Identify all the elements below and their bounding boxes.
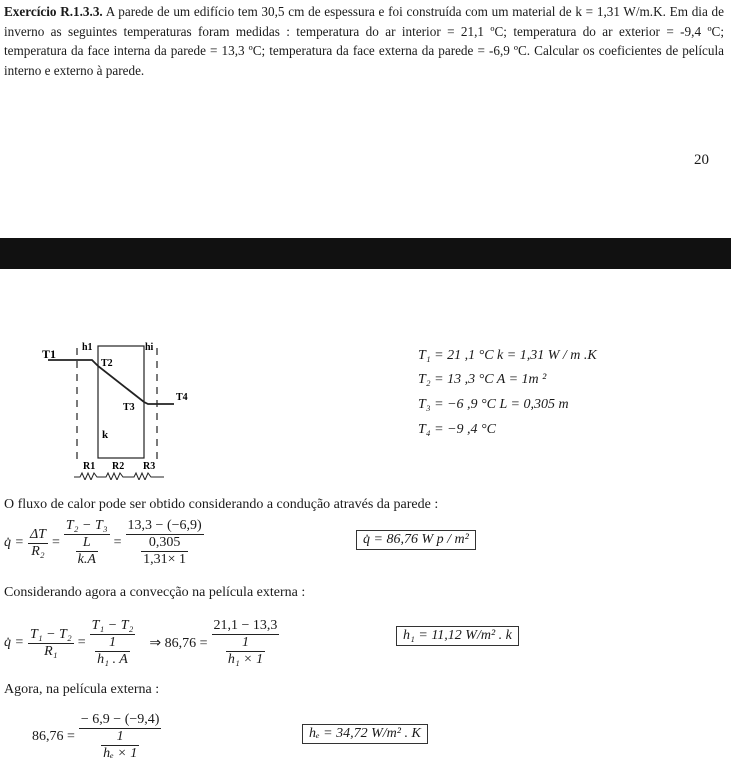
exercise-text: A parede de um edifício tem 30,5 cm de espessura e foi construída com um material de k = 1,31 W/m.K. Em dia de inverno as seguintes temperaturas foram medidas : temperatura do ar interior = 21,1 ºC; temperatura do ar exterior = -9,4 ºC; temperatura da face interna da parede = 13,3 ºC; temperatura da face externa da parede = -6,9 ºC. Calcular os coeficientes de película interno e externo à parede.	[4, 4, 724, 78]
eq2-implies: ⇒ 86,76 =	[149, 635, 208, 651]
result-heat-flux: q̇ = 86,76 W p / m²	[356, 530, 476, 550]
eq1-lhs: q̇ =	[4, 535, 24, 550]
text-conduction: O fluxo de calor pode ser obtido considerando a condução através da parede :	[4, 497, 439, 512]
eq1-frac-values: $\frac{13,3 - (-6,9)}{\frac{0,305}{1,31\times 1}}$	[127, 518, 202, 567]
given-line-2: T₂ = 13 ,3 °C A = 1m ²	[418, 372, 547, 387]
equation-internal-film: q̇ = $\frac{\text{T₁ − T₂}}{\text{R₁}}$ = $\frac{\text{T₁ − T₂}}{\frac{1}{\text{h₁ . A}}}$ ⇒ 86,76 = $\frac{21,1 - 13,3}{\frac{1}{\text{h₁ × 1}}}$	[4, 618, 278, 667]
exercise-label: Exercício R.1.3.3.	[4, 4, 103, 19]
label-t2: T2	[101, 358, 113, 369]
equation-conduction: q̇ = $\frac{\Delta T}{\text{R₂}}$ = $\frac{\text{T₂ − T₃}}{\frac{L}{k.A}}$ = $\frac{13,3 - (-6,9)}{\frac{0,305}{1,31\times 1}}$	[4, 518, 202, 567]
given-line-1: T₁ = 21 ,1 °C k = 1,31 W / m .K	[418, 348, 597, 363]
equation-external-film	[32, 712, 165, 762]
label-r2: R2	[112, 461, 125, 472]
label-h1: h1	[82, 342, 93, 353]
result-he: hₑ = 34,72 W/m² . K	[302, 724, 428, 744]
eq2-frac-r1: $\frac{\text{T₁ − T₂}}{\text{R₁}}$	[29, 626, 72, 659]
text-convection: Considerando agora a convecção na película externa :	[4, 585, 306, 600]
label-t1: T1	[42, 347, 57, 361]
label-r3: R3	[143, 461, 156, 472]
eq2-frac-values: $\frac{21,1 - 13,3}{\frac{1}{\text{h₁ × 1}}}$	[213, 618, 278, 667]
eq3-frac: $\frac{- 6,9 - (-9,4)}{\frac{1}{\text{hₑ × 1}}}$	[80, 712, 160, 761]
label-r1: R1	[83, 461, 96, 472]
text-external-film: Agora, na película externa :	[4, 682, 160, 697]
label-t4: T4	[176, 392, 188, 403]
page-number: 20	[694, 152, 709, 168]
wall-diagram	[40, 338, 210, 480]
label-hi: hi	[145, 342, 154, 353]
label-k: k	[102, 429, 109, 441]
eq1-frac-dT: $\frac{\Delta T}{\text{R₂}}$	[29, 526, 46, 559]
label-t3: T3	[123, 402, 135, 413]
result-h1: h₁ = 11,12 W/m² . k	[396, 626, 519, 646]
eq2-lhs: q̇ =	[4, 635, 24, 650]
eq1-frac-L: $\frac{\text{T₂ − T₃}}{\frac{L}{k.A}}$	[65, 518, 108, 567]
eq3-lhs: 86,76 =	[32, 729, 75, 744]
given-line-3: T₃ = −6 ,9 °C L = 0,305 m	[418, 397, 569, 412]
eq2-frac-h1a: $\frac{\text{T₁ − T₂}}{\frac{1}{\text{h₁ . A}}}$	[91, 618, 134, 667]
resistor-chain	[74, 473, 164, 480]
exercise-statement	[4, 2, 724, 80]
page-separator-band	[0, 238, 731, 269]
given-line-4: T₄ = −9 ,4 °C	[418, 422, 496, 437]
